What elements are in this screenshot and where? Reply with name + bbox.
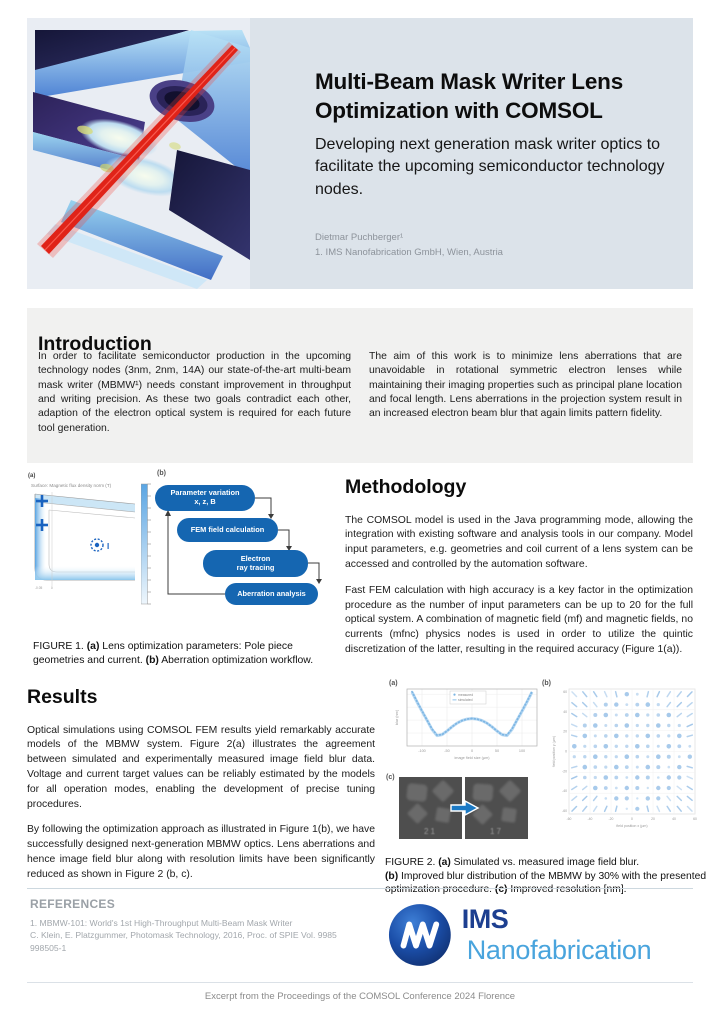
svg-text:image field size (µm): image field size (µm) <box>454 756 490 760</box>
methodology-section <box>345 474 693 669</box>
flow-box-line: Aberration analysis <box>237 588 306 598</box>
svg-text:0: 0 <box>631 817 633 821</box>
svg-text:60: 60 <box>693 817 697 821</box>
introduction-heading: Introduction <box>38 333 152 356</box>
resolution-value-after: 17 <box>490 827 503 836</box>
figure1-caption: FIGURE 1. (a) Lens optimization parameters: Pole piece geometries and current. (b) Aberration optimization workflow. <box>33 641 314 667</box>
header-band <box>27 18 693 289</box>
svg-text:0: 0 <box>51 586 53 590</box>
svg-text:40: 40 <box>563 709 567 714</box>
flow-box-line: FEM field calculation <box>190 524 265 534</box>
introduction-column-2: The aim of this work is to minimize lens aberrations that are unavoidable in rotational symmetric electron lenses while maintaining their imaging properties such as principal plane location and focal length. Lens aberrations in the projection system result in an increased electron beam blur that again limits pattern fidelity. <box>369 351 682 420</box>
ims-nanofabrication-logo <box>388 900 694 970</box>
svg-text:-20: -20 <box>608 817 614 821</box>
references-divider <box>27 888 693 889</box>
reference-line-1: 1. MBMW-101: World's 1st High-Throughput Multi-Beam Mask Writer <box>30 918 293 928</box>
logo-text-nanofabrication: Nanofabrication <box>466 935 652 965</box>
references-section <box>30 897 365 954</box>
svg-text:50: 50 <box>494 749 500 753</box>
svg-text:-0.05: -0.05 <box>35 586 43 590</box>
figure1a-title: Surface: Magnetic flux density norm (T) <box>31 483 112 488</box>
figure2 <box>385 680 707 844</box>
svg-text:measured: measured <box>458 693 474 697</box>
flow-box-line: x, z, B <box>194 497 216 506</box>
flow-box-line: Electron <box>240 553 271 563</box>
flow-box-line: Parameter variation <box>170 488 240 498</box>
flow-box-line: ray tracing <box>236 562 275 572</box>
flow-box-ray-tracing <box>203 550 308 577</box>
current-label: I <box>107 542 110 551</box>
svg-text:blur (nm): blur (nm) <box>395 709 399 726</box>
results-paragraph-1: Optical simulations using COMSOL FEM results yield remarkably accurate models of the MBMW system. Figure 2(a) illustrates the agreement between simulated and experimentally measured image field blur data. Voltage and current target values can be reliably estimated by the models for all operation modes, enabling the development of precise tuning procedures. <box>27 724 375 810</box>
svg-text:-100: -100 <box>418 749 426 753</box>
page-subtitle: Developing next generation mask writer optics to facilitate the upcoming semiconductor technology nodes. <box>315 136 665 198</box>
logo-text-ims: IMS <box>461 904 509 934</box>
svg-text:0: 0 <box>470 749 474 753</box>
author-affiliation: 1. IMS Nanofabrication GmbH, Wien, Austria <box>315 247 503 259</box>
results-paragraph-2: By following the optimization approach as illustrated in Figure 1(b), we have successfully designed next-generation MBMW optics. Lens aberrations and hence image field blur along with resolution limits have been significantly reduced as shown in Figure 2 (b, c). <box>27 824 375 880</box>
svg-text:-60: -60 <box>562 809 567 813</box>
svg-text:field position x (µm): field position x (µm) <box>616 824 648 828</box>
figure2a-blur-plot <box>393 684 543 774</box>
reference-line-3: 998505-1 <box>30 942 67 953</box>
comsol-lens-render-image <box>27 18 250 289</box>
page-title: Multi-Beam Mask Writer Lens Optimization with COMSOL <box>315 69 624 123</box>
svg-text:100: 100 <box>518 749 526 753</box>
methodology-paragraph-1: The COMSOL model is used in the Java programming mode, allowing the integration with existing software and analysis tools in our company. Model input parameters, e.g. geometries and coil current of a lens system can be accessed and controlled by the automation software. <box>345 514 693 570</box>
introduction-section <box>27 308 693 463</box>
reference-line-2: C. Klein, E. Platzgummer, Photomask Technology, 2016, Proc. of SPIE Vol. 9985 <box>30 930 337 941</box>
figure2b-blur-distribution-plot <box>549 684 701 840</box>
svg-text:-40: -40 <box>562 789 567 794</box>
figure2-caption: FIGURE 2. (a) Simulated vs. measured image field blur. (b) Improved blur distribution of the MBMW by 30% with the presented optimization procedure. (c) Improved resolution [nm]. <box>385 857 707 896</box>
svg-text:field position y (µm): field position y (µm) <box>552 735 556 768</box>
flow-box-parameter-variation <box>155 485 255 511</box>
results-heading: Results <box>27 686 98 708</box>
svg-text:-60: -60 <box>566 817 572 821</box>
references-heading: REFERENCES <box>30 897 116 911</box>
flow-box-fem-calculation <box>177 518 278 542</box>
methodology-heading: Methodology <box>345 476 467 498</box>
introduction-column-1: In order to facilitate semiconductor production in the upcoming technology nodes (3nm, 2nm, 14A) our state-of-the-art multi-beam mask writer (MBMW¹) needs constant improvement in throughput and writing precision. As these two goals contradict each other, adaption of the electron optical system is required for each future tool generation. <box>38 351 351 434</box>
svg-text:0: 0 <box>565 749 567 754</box>
methodology-paragraph-2: Fast FEM calculation with high accuracy is a key factor in the optimization procedure as the number of input parameters can be up to 20 for the full optical system. A combination of magnetic field (mf) and magnetic fields, no currents (mfnc) physics nodes is used in order to utilize the quintic discretization of the latter, resulting in the required accuracy (Figure 1(a)). <box>345 584 693 655</box>
svg-text:20: 20 <box>651 817 655 821</box>
ims-logo-mark-icon <box>388 902 452 968</box>
svg-text:60: 60 <box>563 690 567 694</box>
figure2c-label: (c) <box>386 774 395 781</box>
author-name: Dietmar Puchberger¹ <box>315 232 404 243</box>
footer <box>27 982 693 1002</box>
figure2b-label: (b) <box>542 680 551 687</box>
svg-text:40: 40 <box>672 817 676 821</box>
svg-text:20: 20 <box>563 729 567 734</box>
svg-text:-50: -50 <box>444 749 450 753</box>
figure2a-label: (a) <box>389 680 398 687</box>
improvement-arrow-icon <box>450 800 480 816</box>
svg-text:-40: -40 <box>587 817 593 821</box>
resolution-value-before: 21 <box>424 827 437 836</box>
results-section <box>27 684 375 893</box>
figure1a-label: (a) <box>28 473 36 479</box>
author-block <box>315 230 503 260</box>
svg-text:-20: -20 <box>562 769 567 774</box>
figure2c-sem-images <box>399 776 533 840</box>
footer-text: Excerpt from the Proceedings of the COMSOL Conference 2024 Florence <box>204 991 516 1002</box>
svg-text:simulated: simulated <box>458 698 473 703</box>
figure1b-label: (b) <box>157 470 166 477</box>
figure1 <box>27 468 339 626</box>
flow-box-aberration-analysis <box>225 583 318 605</box>
